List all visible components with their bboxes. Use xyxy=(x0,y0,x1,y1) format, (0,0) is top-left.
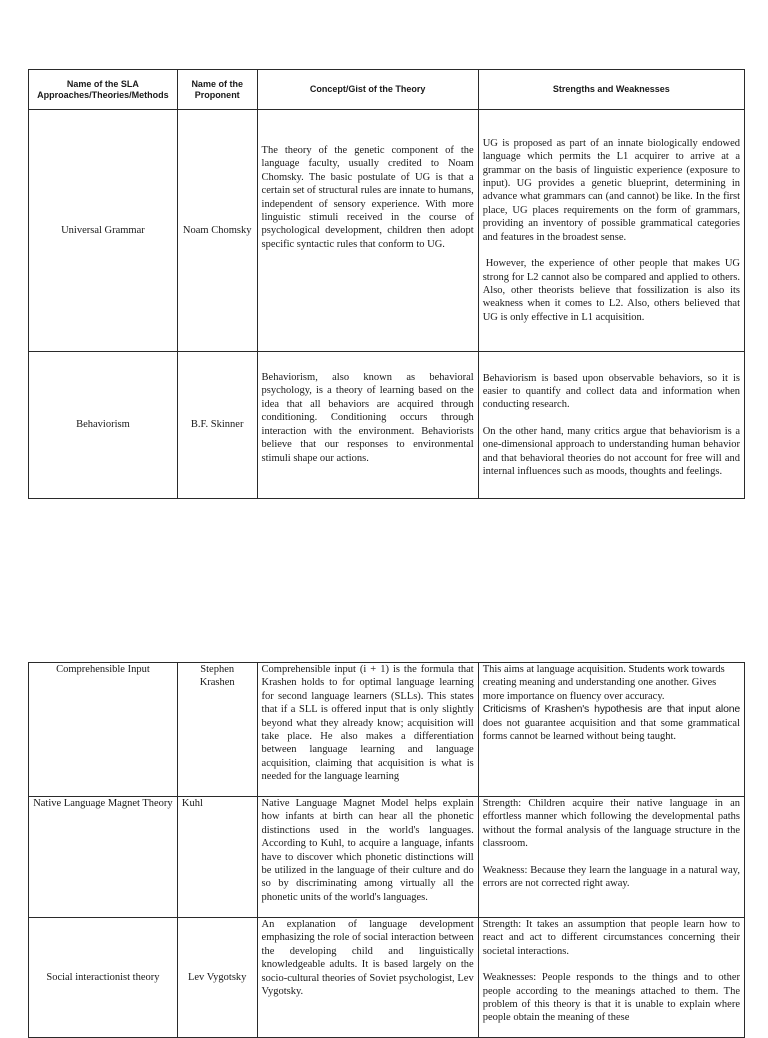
criticism-lead: Criticisms of Krashen's hypothesis are that input alone xyxy=(482,703,740,716)
theory-name: Universal Grammar xyxy=(29,110,178,352)
concept-text: The theory of the genetic component of the language faculty, usually credited to Noam Chomsky. The basic postulate of UG is that a certain set of structural rules are innate to humans, independent of sensory experience. With more linguistic stimuli received in the course of psychological development, children then adopt specific syntactic rules that conform to UG. xyxy=(261,144,474,250)
criticism-rest: does not guarantee acquisition and that some grammatical forms cannot be learned without being taught. xyxy=(482,717,740,743)
header-proponent-line1: Name of the xyxy=(191,78,243,89)
header-proponent-line2: Proponent xyxy=(194,89,240,100)
header-approach-line1: Name of the SLA xyxy=(66,78,139,89)
header-row xyxy=(29,70,745,110)
sla-theories-table-2 xyxy=(28,662,745,1038)
strengths-paragraph: Strength: Children acquire their native language in an effortless manner which following the developmental paths without the formal analysis of the language structure in the classroom. xyxy=(482,798,740,850)
header-concept: Concept/Gist of the Theory xyxy=(257,70,478,110)
theory-strengths xyxy=(478,663,744,797)
weaknesses-paragraph: On the other hand, many critics argue that behaviorism is a one-dimensional approach to understanding human behavior and that behavioral theories do not account for free will and internal influences such as moods, thoughts and feelings. xyxy=(482,425,740,478)
header-proponent xyxy=(177,70,257,110)
table-row xyxy=(29,663,745,797)
theory-name: Comprehensible Input xyxy=(29,663,178,797)
theory-concept xyxy=(257,110,478,352)
theory-name: Social interactionist theory xyxy=(29,918,178,1038)
theory-name: Native Language Magnet Theory xyxy=(29,797,178,918)
theory-name: Behaviorism xyxy=(29,352,178,499)
theory-concept xyxy=(257,352,478,499)
theory-strengths xyxy=(478,110,744,352)
header-approach-line2: Approaches/Theories/Methods xyxy=(37,89,169,100)
strengths-paragraph: UG is proposed as part of an innate biologically endowed language which permits the L1 acquirer to arrive at a grammar on the basis of linguistic experience (exposure to input). UG provides a genetic blueprint, determining in advance what grammars can (and cannot) be like. In the first place, UG places requirements on the form of grammars, providing an inventory of possible grammatical categories and features in the broadest sense. xyxy=(482,137,740,243)
theory-strengths xyxy=(478,918,744,1038)
table-row xyxy=(29,918,745,1038)
header-strengths: Strengths and Weaknesses xyxy=(478,70,744,110)
concept-text: Behaviorism, also known as behavioral psychology, is a theory of learning based on the idea that all behaviors are acquired through conditioning. Conditioning occurs through interaction with the environment. Behaviorists believe that our responses to environmental stimuli shape our actions. xyxy=(261,372,474,464)
proponent-name: Stephen Krashen xyxy=(177,663,257,797)
theory-concept: Native Language Magnet Model helps explain how infants at birth can hear all the phonetic distinctions used in the world's languages. According to Kuhl, to acquire a language, infants have to discover which phonetic distinctions will be utilized in the language of their culture and do so by discriminating among virtually all the phonetic units of the world's languages. xyxy=(257,797,478,918)
theory-concept: Comprehensible input (i + 1) is the formula that Krashen holds to for optimal language learning for second language learners (SLLs). This states that if a SLL is offered input that is only slightly beyond what they already know; acquisition will take place. He also makes a differentiation between language learning and language acquisition, claiming that acquisition is what is needed for the language learning xyxy=(257,663,478,797)
sla-theories-table-1 xyxy=(28,69,745,499)
theory-strengths xyxy=(478,352,744,499)
proponent-name: B.F. Skinner xyxy=(177,352,257,499)
weaknesses-paragraph: However, the experience of other people that makes UG strong for L2 cannot also be compared and applied to others. Also, other theorists believe that fossilization is also its weakness when it comes to L2. Also, others believed that UG is only effective in L1 acquisition. xyxy=(482,258,740,323)
strengths-paragraph: Strength: It takes an assumption that people learn how to react and act to different circumstances concerning their societal interactions. xyxy=(482,919,740,957)
weaknesses-paragraph: Weaknesses: People responds to the things and to other people according to the meanings attached to them. The problem of this theory is that it is unable to explain where people obtain the meaning of these xyxy=(482,972,740,1024)
table-row xyxy=(29,797,745,918)
proponent-name: Kuhl xyxy=(177,797,257,918)
proponent-name: Lev Vygotsky xyxy=(177,918,257,1038)
strengths-paragraph: Behaviorism is based upon observable behaviors, so it is easier to quantify and collect data and information when conducting research. xyxy=(482,372,740,411)
table-row xyxy=(29,352,745,499)
weaknesses-paragraph: Weakness: Because they learn the language in a natural way, errors are not corrected right away. xyxy=(482,864,740,890)
header-approach xyxy=(29,70,178,110)
table-row xyxy=(29,110,745,352)
theory-concept: An explanation of language development emphasizing the role of social interaction between the developing child and linguistically knowledgeable adults. It is based largely on the socio-cultural theories of Soviet psychologist, Lev Vygotsky. xyxy=(257,918,478,1038)
proponent-name: Noam Chomsky xyxy=(177,110,257,352)
strengths-paragraph: This aims at language acquisition. Students work towards creating meaning and understanding one another. Gives more importance on fluency over accuracy. xyxy=(482,664,725,702)
criticism-paragraph xyxy=(483,703,740,743)
theory-strengths xyxy=(478,797,744,918)
